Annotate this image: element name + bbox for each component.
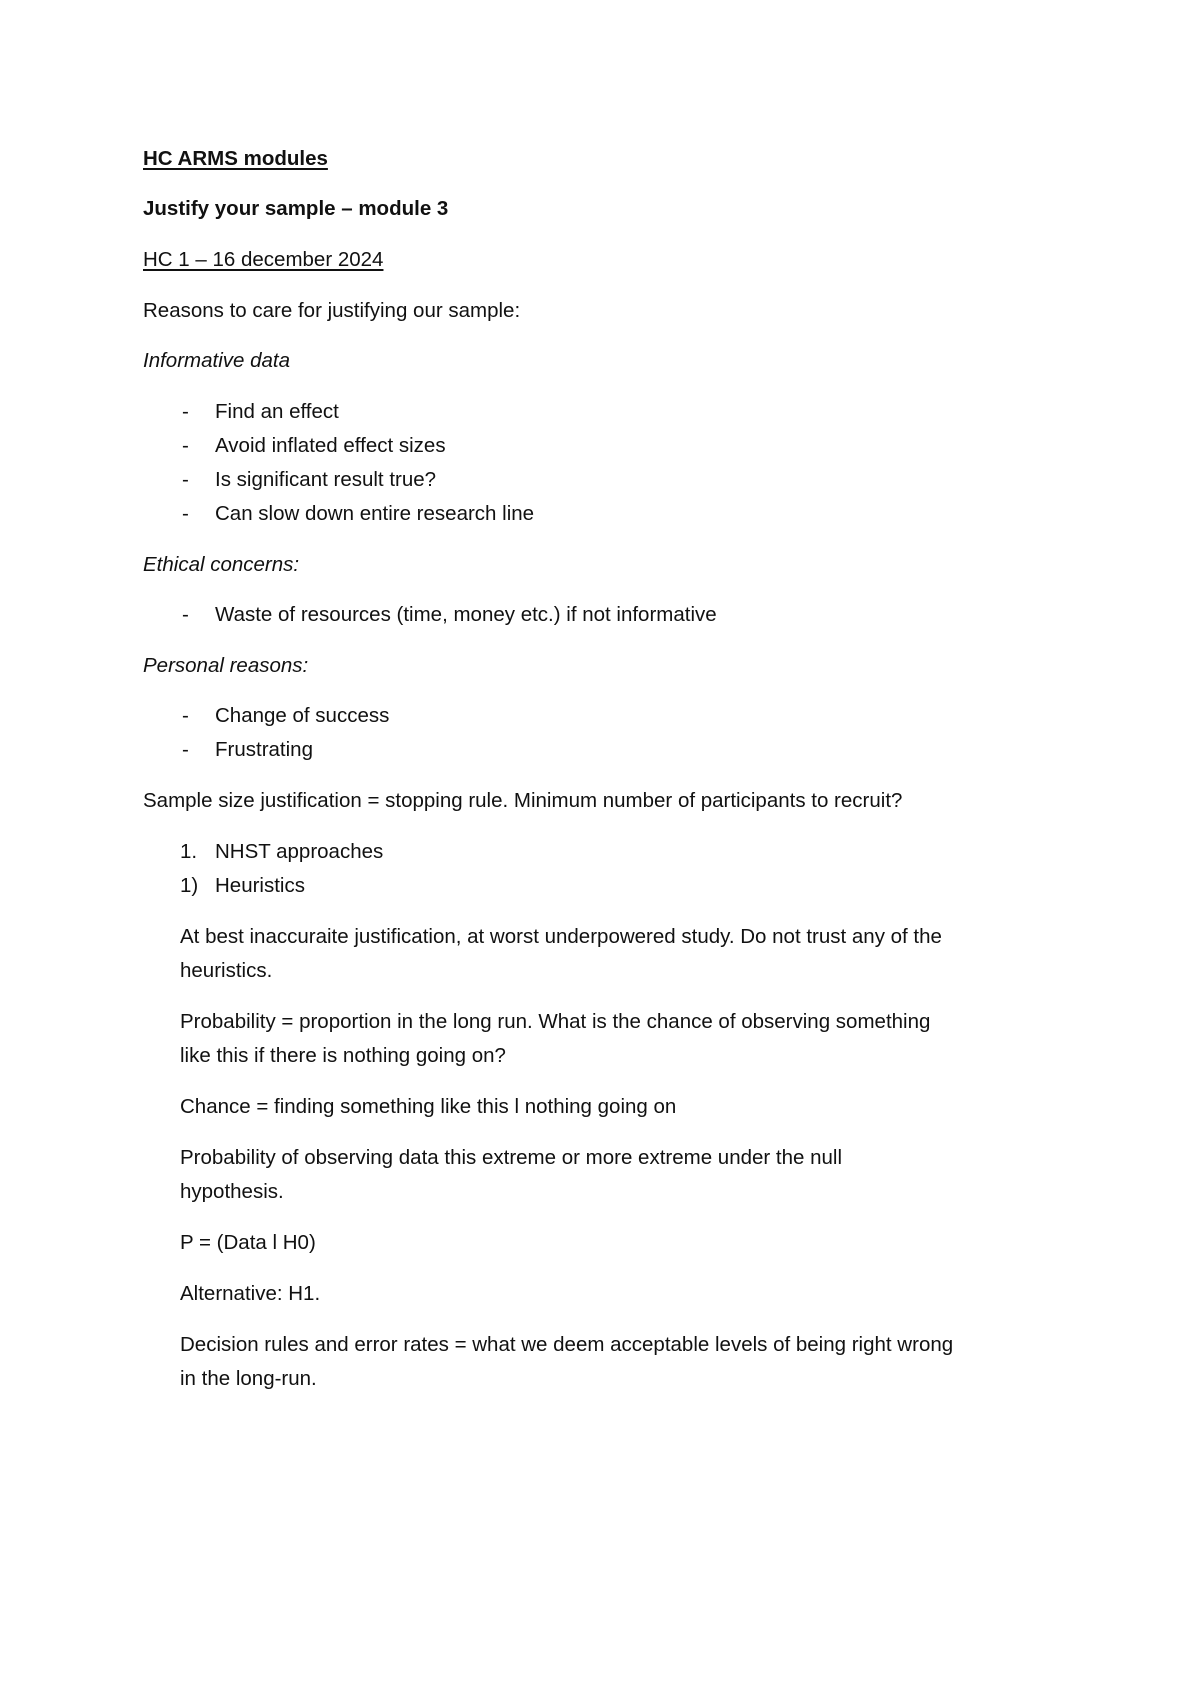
list-item-text: Avoid inflated effect sizes — [215, 434, 446, 457]
paragraph-line: Chance = finding something like this l nothing going on — [180, 1095, 677, 1118]
section-heading-informative-data: Informative data — [143, 349, 290, 372]
paragraph-line: Alternative: H1. — [180, 1282, 321, 1305]
date-line: HC 1 – 16 december 2024 — [143, 248, 384, 271]
intro-text: Reasons to care for justifying our sample: — [143, 299, 521, 322]
numbered-marker: 1. — [180, 840, 198, 863]
paragraph-line: Probability of observing data this extreme or more extreme under the null — [180, 1146, 843, 1169]
paragraph-line: like this if there is nothing going on? — [180, 1044, 506, 1067]
list-item-text: Is significant result true? — [215, 468, 437, 491]
paragraph-line: P = (Data l H0) — [180, 1231, 316, 1254]
paragraph-line: hypothesis. — [180, 1180, 284, 1203]
section-heading-ethical-concerns: Ethical concerns: — [143, 553, 300, 576]
section-heading-personal-reasons: Personal reasons: — [143, 654, 309, 677]
list-item-text: Change of success — [215, 704, 390, 727]
paragraph-line: heuristics. — [180, 959, 273, 982]
document-subtitle: Justify your sample – module 3 — [143, 197, 449, 220]
bullet-dash: - — [182, 502, 189, 525]
numbered-item-text: NHST approaches — [215, 840, 384, 863]
numbered-item-text: Heuristics — [215, 874, 305, 897]
bullet-dash: - — [182, 400, 189, 423]
stopping-rule-text: Sample size justification = stopping rule. Minimum number of participants to recruit? — [143, 789, 903, 812]
document-title: HC ARMS modules — [143, 147, 328, 170]
numbered-marker: 1) — [180, 874, 199, 897]
paragraph-line: Probability = proportion in the long run. What is the chance of observing something — [180, 1010, 931, 1033]
bullet-dash: - — [182, 603, 189, 626]
list-item-text: Can slow down entire research line — [215, 502, 535, 525]
bullet-dash: - — [182, 434, 189, 457]
list-item-text: Waste of resources (time, money etc.) if not informative — [215, 603, 717, 626]
bullet-dash: - — [182, 468, 189, 491]
list-item-text: Find an effect — [215, 400, 339, 423]
list-item-text: Frustrating — [215, 738, 313, 761]
bullet-dash: - — [182, 704, 189, 727]
bullet-dash: - — [182, 738, 189, 761]
paragraph-line: Decision rules and error rates = what we deem acceptable levels of being right wrong — [180, 1333, 954, 1356]
paragraph-line: in the long-run. — [180, 1367, 317, 1390]
paragraph-line: At best inaccuraite justification, at worst underpowered study. Do not trust any of the — [180, 925, 942, 948]
